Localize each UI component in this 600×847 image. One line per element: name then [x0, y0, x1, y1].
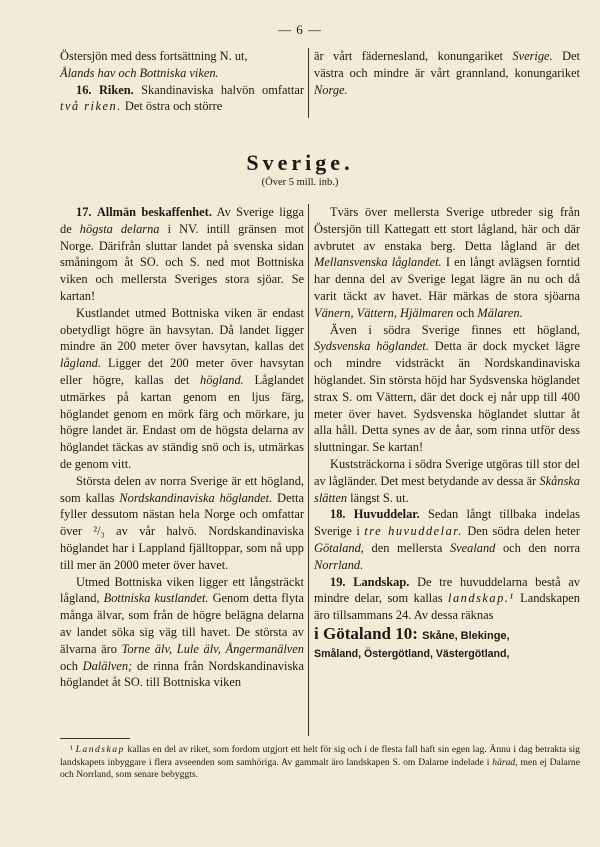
paragraph-number: 16.	[76, 82, 92, 97]
text-run: Skandinaviska halvön omfattar	[141, 82, 304, 97]
text-run: men ej Dalarne och Norrland, som senare bebyggts.	[60, 756, 580, 781]
emphasis: Sydsvenska höglandet.	[314, 339, 429, 354]
paragraph-title: Allmän beskaffenhet.	[96, 205, 212, 219]
paragraph	[314, 456, 580, 506]
paragraph	[314, 204, 580, 322]
section-heading: Sverige.	[246, 150, 354, 175]
emphasis: högsta delarna	[79, 221, 160, 236]
emphasis: Sverige.	[512, 49, 553, 63]
emphasis: Svealand	[449, 540, 496, 555]
paragraph-16-cont	[314, 48, 580, 98]
text-run: Ligger det 200 meter över havsytan eller högre, kallas det	[60, 356, 304, 387]
emphasis: Götaland,	[314, 540, 364, 555]
column-divider-main	[308, 204, 309, 736]
footnote	[60, 744, 580, 782]
top-left-column	[60, 48, 304, 115]
emphasis: Skånska slätten	[314, 473, 580, 505]
text-run: Största delen av norra Sverige är ett högland, som kallas	[60, 473, 304, 505]
main-left-column	[60, 204, 304, 691]
main-right-column	[314, 204, 580, 663]
text-run: i NV. intill gränsen mot Norge. Därifrån sluttar landet på svenska sidan småningom åt SO. och S. ned mot Bottniska viken och mellersta Sveriges stora sjöar. Se kartan!	[60, 221, 304, 303]
paragraph-19	[314, 574, 580, 624]
landskap-list: Skåne, Blekinge,	[422, 629, 510, 642]
paragraph	[60, 305, 304, 473]
gotaland-title: i Götaland 10:	[314, 623, 418, 643]
text-run: den mellersta	[371, 540, 443, 555]
text-run: De tre huvuddelarna bestå av mindre delar, som kallas	[314, 574, 581, 606]
text-run: Kuststräckorna i södra Sverige utgöras till stor del av lågländer. Det mest betydande av dessa är	[314, 456, 580, 488]
text-run: Landskapen äro tillsammans 24. Av dessa räknas	[314, 591, 580, 623]
top-right-column	[314, 48, 580, 98]
text-run: Detta är dock mycket lägre och mindre vidsträckt än Nordskandinaviska höglandet. Sin största höjd har Sydsvenska höglandet strax S. om Vättern, där det dock ej når upp till 400 meter över havet. Sydsvenska höglandet sluttar åt alla håll. Detta synes av de åar, som rinna utför dess sluttningar. Se kartan!	[314, 339, 580, 455]
paragraph-18	[314, 506, 580, 573]
emphasis: landskap.¹	[448, 591, 515, 606]
emphasis: högland.	[200, 372, 244, 387]
emphasis: Torne älv, Lule älv, Ångermanälven	[121, 641, 304, 656]
paragraph-number: 17.	[76, 205, 92, 219]
text-run: Genom detta flyta många älvar, som från de högre belägna delarna av landet söka sig väg till havet. De största av älvarna äro	[60, 591, 304, 656]
emphasis: Bottniska kustlandet.	[103, 591, 209, 606]
emphasis: härad,	[492, 756, 518, 768]
text-run: de rinna från Nordskandinaviska höglandet åt SO. till Bottniska viken	[60, 658, 304, 690]
paragraph-number: 18.	[330, 507, 346, 522]
footnote-rule	[60, 738, 130, 739]
emphasis: Norge.	[314, 82, 348, 97]
text-line-2: Ålands hav och Bottniska viken.	[60, 65, 219, 80]
paragraph-title: Huvuddelar.	[353, 507, 420, 522]
paragraph	[314, 322, 580, 456]
text-run: Det östra och större	[124, 99, 223, 114]
emphasis: Nordskandinaviska höglandet.	[119, 490, 273, 505]
text-run: och	[60, 658, 78, 673]
emphasis: lågland.	[60, 356, 101, 371]
paragraph-16	[60, 82, 304, 116]
text-run: är vårt fädernesland, konungariket	[314, 49, 503, 63]
paragraph	[60, 574, 304, 692]
paragraph-17	[60, 204, 304, 305]
text-run: kallas en del av riket, som fordom utgjort ett helt för sig och i de flesta fall haft sin egen lag. Ännu i dag betrakta sig landskapets inbyggare i flera avseenden som samhöriga. Av gammalt äro landskapen S. om Dalarne indelade i	[60, 744, 580, 768]
section-subheading: (Över 5 mill. inb.)	[261, 177, 339, 188]
emphasis: två riken.	[60, 99, 122, 114]
text-run: längst S. ut.	[350, 490, 409, 505]
text-run: och den norra	[502, 540, 581, 555]
paragraph-number: 19.	[330, 574, 346, 589]
text-run: Det västra och mindre är vårt grannland, konungariket	[314, 49, 580, 80]
emphasis: Vänern, Vättern, Hjälmaren	[314, 305, 454, 320]
text-line-1: Östersjön med dess fortsättning N. ut,	[60, 49, 248, 63]
landskap-list-cont: Småland, Östergötland, Västergötland,	[314, 647, 510, 660]
paragraph-title: Landskap.	[353, 574, 410, 589]
emphasis: Landskap	[75, 744, 125, 755]
emphasis: Mellansvenska låglandet.	[314, 255, 442, 270]
text-run: Av Sverige ligga de	[60, 205, 304, 236]
footnote-mark: ¹	[70, 744, 73, 755]
paragraph-title: Riken.	[98, 82, 134, 97]
text-run: I en långt avlägsen forntid har denna del av Sverige legat lägre än nu och då varit täckt av havet. Här märkas de stora sjöarna	[314, 255, 580, 303]
emphasis: Mälaren.	[477, 305, 523, 320]
text-run: Utmed Bottniska viken ligger ett långsträckt lågland,	[60, 574, 304, 606]
page-number: — 6 —	[278, 22, 322, 37]
gotaland-line	[314, 624, 580, 646]
emphasis: Norrland.	[314, 557, 364, 572]
text-run: och	[456, 305, 475, 320]
text-run: Tvärs över mellersta Sverige utbreder sig från Östersjön till Kattegatt ett stort lågland, här och där avbrutet av enstaka berg. Detta lågland är det	[314, 205, 580, 253]
text-run: Låglandet utmärkes på kartan genom en ljus färg, höglandet genom en mörk färg och mörkare, ju högre landet är. Endast om de högsta delarna av höglandet täckas av ständig snö och is, utmärkas de genom vitt.	[60, 372, 304, 471]
column-divider-top	[308, 48, 309, 118]
text-run: Den södra delen heter	[467, 524, 580, 539]
text-run: Även i södra Sverige finnes ett högland,	[330, 322, 580, 337]
text-run: Detta fyller dessutom nästan hela Norge och omfattar över ²/₃ av vår halvö. Nordskandinaviska höglandet har i Lappland fjälltoppar, som nå upp till mer än 2000 meter över havet.	[60, 490, 304, 572]
emphasis: tre huvuddelar.	[364, 524, 463, 539]
paragraph	[60, 473, 304, 574]
text-run: Sedan långt tillbaka indelas Sverige i	[314, 507, 580, 539]
text-run: Kustlandet utmed Bottniska viken är endast obetydligt högre än havsytan. Då landet ligger mindre än 200 meter över havsytan, kallas det	[60, 305, 304, 354]
text-line	[60, 48, 304, 82]
emphasis: Dalälven;	[82, 658, 133, 673]
